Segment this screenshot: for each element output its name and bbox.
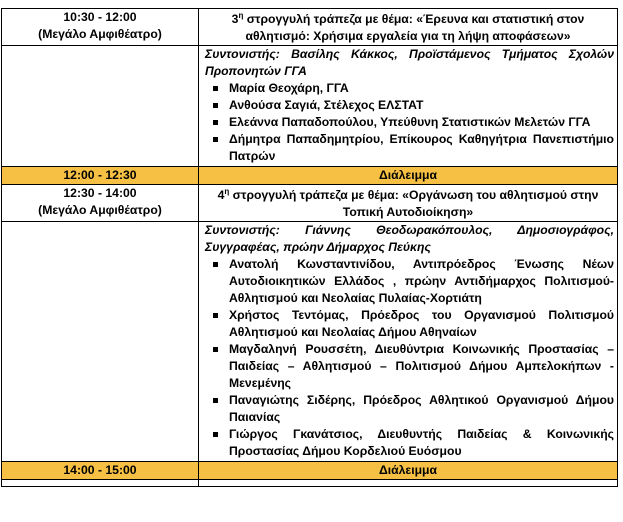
speaker-item: Μαρία Θεοχάρη, ΓΓΑ (213, 80, 614, 97)
break1-time: 12:00 - 12:30 (2, 167, 199, 185)
session3-time: 10:30 - 12:00 (63, 10, 137, 24)
speaker-item: Ανατολή Κωνσταντινίδου, Αντιπρόεδρος Ένωσης Νέων Αυτοδιοικητικών Ελλάδος , πρώην Αντιδήμαρχος Πολιτισμού-Αθλητισμού και Νεολαίας Πυλαίας-Χορτιάτη (213, 256, 614, 307)
session4-speaker-list (205, 256, 614, 460)
break2-row (2, 462, 618, 480)
session3-time-cell (2, 9, 199, 46)
session4-header-row (2, 185, 618, 222)
break2-label: Διάλειμμα (199, 462, 618, 480)
break2-time: 14:00 - 15:00 (2, 462, 199, 480)
program-table (1, 8, 618, 487)
next-row-cell-left (2, 480, 199, 487)
session3-header-row (2, 9, 618, 46)
session3-venue: (Μεγάλο Αμφιθέατρο) (38, 27, 162, 41)
speaker-item: Χρήστος Τεντόμας, Πρόεδρος του Οργανισμού Πολιτισμού Αθλητισμού και Νεολαίας Δήμου Αθηναίων (213, 307, 614, 341)
break1-row (2, 167, 618, 185)
session3-body-row (2, 46, 618, 167)
speaker-item: Ελεάννα Παπαδοπούλου, Υπεύθυνη Στατιστικών Μελετών ΓΓΑ (213, 114, 614, 131)
session3-title-text: στρογγυλή τράπεζα με θέμα: «Έρευνα και στατιστική στον αθλητισμό: Χρήσιμα εργαλεία για τη λήψη αποφάσεων» (243, 12, 585, 43)
speaker-item: Παναγιώτης Σιδέρης, Πρόεδρος Αθλητικού Οργανισμού Δήμου Παιανίας (213, 392, 614, 426)
session3-title-sup: η (238, 10, 244, 20)
session3-speaker-list (205, 80, 614, 165)
session4-body (199, 222, 618, 462)
speaker-item: Μαγδαληνή Ρουσσέτη, Διευθύντρια Κοινωνικής Προστασίας – Παιδείας – Αθλητισμού – Πολιτισμού Δήμου Αμπελοκήπων - Μενεμένης (213, 341, 614, 392)
session3-body (199, 46, 618, 167)
session4-title-num: 4 (217, 188, 225, 202)
session3-coordinator: Συντονιστής: Βασίλης Κάκκος, Προϊστάμενος Τμήματος Σχολών Προπονητών ΓΓΑ (205, 47, 614, 78)
session4-coordinator: Συντονιστής: Γιάννης Θεοδωρακόπουλος, Δημοσιογράφος, Συγγραφέας, πρώην Δήμαρχος Πεύκης (205, 223, 614, 254)
session3-blank-cell (2, 46, 199, 167)
session4-time-cell (2, 185, 199, 222)
session4-blank-cell (2, 222, 199, 462)
speaker-item: Ανθούσα Σαγιά, Στέλεχος ΕΛΣΤΑΤ (213, 97, 614, 114)
session3-title (199, 9, 618, 46)
session4-title-text: στρογγυλή τράπεζα με θέμα: «Οργάνωση του αθλητισμού στην Τοπική Αυτοδιοίκηση» (229, 188, 599, 219)
session4-venue: (Μεγάλο Αμφιθέατρο) (38, 203, 162, 217)
next-row-cell-right (199, 480, 618, 487)
session4-body-row (2, 222, 618, 462)
session3-title-num: 3 (231, 12, 239, 26)
speaker-item: Δήμητρα Παπαδημητρίου, Επίκουρος Καθηγήτρια Πανεπιστήμιο Πατρών (213, 131, 614, 165)
session4-title-sup: η (224, 186, 230, 196)
program-sheet (1, 8, 618, 487)
session4-title (199, 185, 618, 222)
break1-label: Διάλειμμα (199, 167, 618, 185)
speaker-item: Γιώργος Γκανάτσιος, Διευθυντής Παιδείας & Κοινωνικής Προστασίας Δήμου Κορδελιού Ευόσμου (213, 426, 614, 460)
session4-time: 12:30 - 14:00 (63, 186, 137, 200)
next-row-partial (2, 480, 618, 487)
